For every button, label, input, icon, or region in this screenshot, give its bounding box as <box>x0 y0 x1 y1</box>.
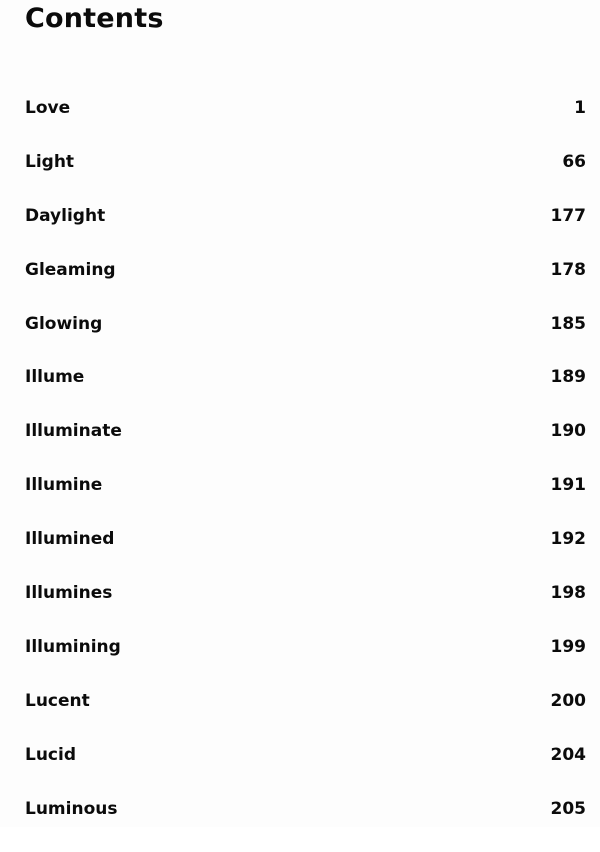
toc-entry-label: Illuminate <box>25 421 122 442</box>
toc-entry-label: Illumining <box>25 636 121 657</box>
toc-entry-page-number: 66 <box>562 151 586 172</box>
toc-entry-page-number: 191 <box>550 475 586 496</box>
toc-entry-label: Light <box>25 151 75 172</box>
toc-entry-label: Illume <box>25 367 85 388</box>
toc-entry[interactable] <box>0 691 600 745</box>
toc-entry[interactable] <box>0 583 600 637</box>
toc-entry[interactable] <box>0 314 600 368</box>
toc-entry-page-number: 198 <box>550 583 586 604</box>
toc-entry[interactable] <box>0 206 600 260</box>
toc-entry[interactable] <box>0 98 600 152</box>
toc-entry[interactable] <box>0 529 600 583</box>
toc-entry-label: Glowing <box>25 313 103 334</box>
toc-entry-label: Daylight <box>25 205 106 226</box>
page-title: Contents <box>25 3 164 34</box>
toc-entry[interactable] <box>0 475 600 529</box>
toc-entry-label: Illumined <box>25 529 115 550</box>
toc-entry-label: Love <box>25 98 71 118</box>
toc-entry-label: Lucid <box>25 744 77 765</box>
table-of-contents <box>0 98 600 852</box>
toc-entry-page-number: 185 <box>550 313 586 334</box>
toc-entry-page-number: 1 <box>574 98 586 118</box>
toc-entry-page-number: 199 <box>550 636 586 657</box>
toc-entry-label: Lucent <box>25 690 90 711</box>
toc-entry-page-number: 200 <box>550 690 586 711</box>
toc-entry[interactable] <box>0 745 600 799</box>
toc-entry-label: Gleaming <box>25 259 116 280</box>
toc-entry-page-number: 189 <box>550 367 586 388</box>
toc-entry-page-number: 178 <box>550 259 586 280</box>
toc-entry-page-number: 177 <box>550 205 586 226</box>
toc-entry-page-number: 192 <box>550 529 586 550</box>
toc-entry-label: Luminous <box>25 798 118 819</box>
toc-entry[interactable] <box>0 260 600 314</box>
toc-entry-page-number: 205 <box>550 798 586 819</box>
toc-entry[interactable] <box>0 152 600 206</box>
toc-entry-label: Illumines <box>25 583 113 604</box>
toc-entry[interactable] <box>0 637 600 691</box>
toc-entry-label: Illumine <box>25 475 103 496</box>
toc-entry[interactable] <box>0 367 600 421</box>
toc-entry-page-number: 204 <box>550 744 586 765</box>
toc-entry[interactable] <box>0 799 600 852</box>
toc-entry-page-number: 190 <box>550 421 586 442</box>
toc-entry[interactable] <box>0 421 600 475</box>
